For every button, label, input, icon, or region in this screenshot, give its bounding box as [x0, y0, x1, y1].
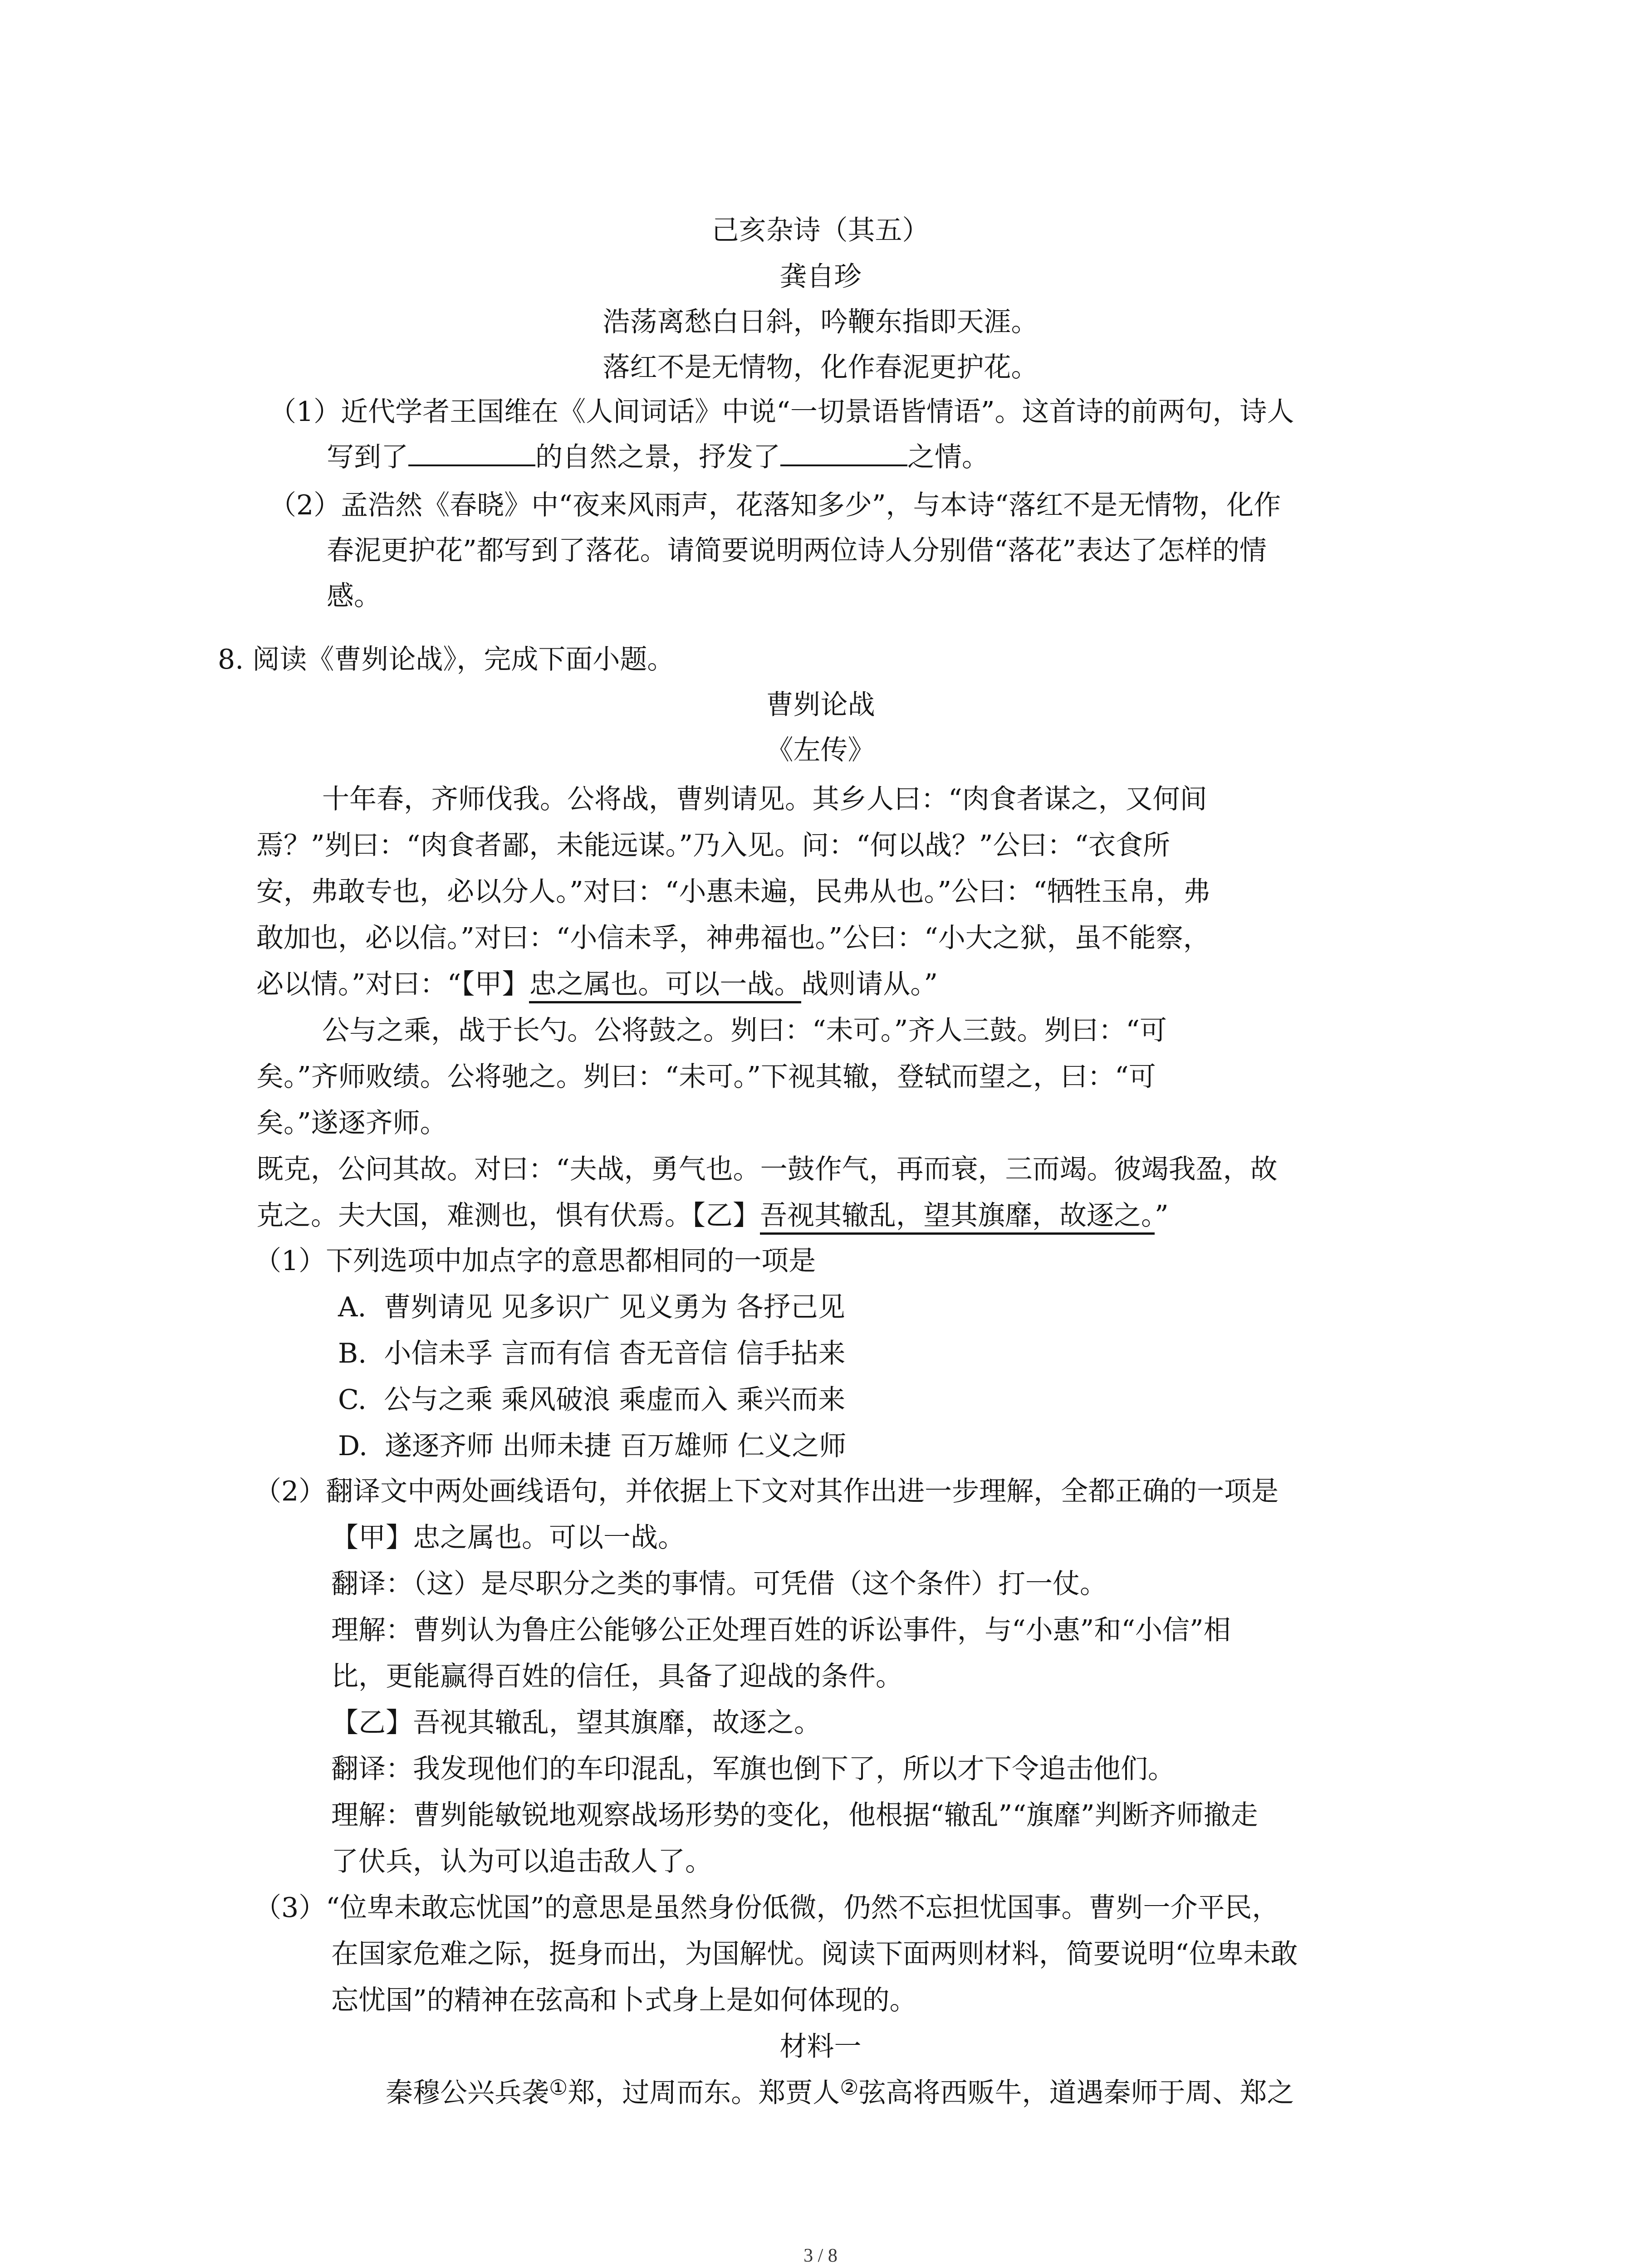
sub3-line1: （3）“位卑未敢忘忧国”的意思是虽然身份低微，仍然不忘担忧国事。曹刿一介平民，	[254, 1892, 1279, 1924]
poem-line-1: 浩荡离愁白日斜，吟鞭东指即天涯。	[603, 306, 1038, 338]
poem-title: 己亥杂诗（其五）	[711, 215, 930, 246]
sub2-line-3: 理解：曹刿认为鲁庄公能够公正处理百姓的诉讼事件，与“小惠”和“小信”相	[331, 1614, 1231, 1646]
underlined-sentence-jia: 忠之属也。可以一战。	[529, 968, 801, 1003]
q8-intro: 8. 阅读《曹刿论战》，完成下面小题。	[218, 644, 675, 675]
sub3-line3: 忘忧国”的精神在弦高和卜式身上是如何体现的。	[331, 1984, 917, 2016]
sub2-line-2: 翻译：（这）是尽职分之类的事情。可凭借（这个条件）打一仗。	[331, 1568, 1107, 1600]
option-b[interactable]: B. 小信未孚 言而有信 杳无音信 信手拈来	[338, 1338, 846, 1369]
answer-blank-2[interactable]	[780, 439, 907, 466]
sub2-line-1: 【甲】忠之属也。可以一战。	[331, 1522, 685, 1554]
q7-part2-line1: （2）孟浩然《春晓》中“夜来风雨声，花落知多少”，与本诗“落红不是无情物，化作	[269, 489, 1281, 521]
sub2-line-4: 比，更能赢得百姓的信任，具备了迎战的条件。	[331, 1661, 903, 1692]
para3-line2: 克之。夫大国，难测也，惧有伏焉。【乙】吾视其辙乱，望其旗靡，故逐之。”	[256, 1197, 1169, 1235]
sub2-line-5: 【乙】吾视其辙乱，望其旗靡，故逐之。	[331, 1707, 821, 1739]
option-a[interactable]: A. 曹刿请见 见多识广 见义勇为 各抒己见	[338, 1291, 845, 1323]
passage-title: 曹刿论战	[766, 689, 875, 721]
para1-line3: 安，弗敢专也，必以分人。”对曰：“小惠未遍，民弗从也。”公曰：“牺牲玉帛，弗	[256, 876, 1210, 908]
q7-part1-line2: 写到了 的自然之景，抒发了 之情。	[327, 438, 989, 476]
poem-line-2: 落红不是无情物，化作春泥更护花。	[603, 352, 1038, 383]
sub2-stem: （2）翻译文中两处画线语句，并依据上下文对其作出进一步理解，全都正确的一项是	[254, 1476, 1279, 1507]
sub2-line-6: 翻译：我发现他们的车印混乱，军旗也倒下了，所以才下令追击他们。	[331, 1753, 1175, 1785]
sub1-stem: （1）下列选项中加点字的意思都相同的一项是	[254, 1245, 816, 1277]
material-line1: 秦穆公兴兵袭①郑，过周而东。郑贾人②弦高将西贩牛，道遇秦师于周、郑之	[386, 2075, 1294, 2109]
para2-line3: 矣。”遂逐齐师。	[256, 1107, 447, 1139]
footnote-marker-1: ①	[549, 2075, 568, 2100]
material-title: 材料一	[779, 2031, 862, 2063]
para1-line5: 必以情。”对曰：“【甲】忠之属也。可以一战。战则请从。”	[256, 965, 938, 1003]
option-c[interactable]: C. 公与之乘 乘风破浪 乘虚而入 乘兴而来	[338, 1384, 846, 1416]
underlined-sentence-yi: 吾视其辙乱，望其旗靡，故逐之。	[760, 1200, 1155, 1235]
footnote-marker-2: ②	[840, 2075, 859, 2100]
q7-part1-line1: （1）近代学者王国维在《人间词话》中说“一切景语皆情语”。这首诗的前两句，诗人	[269, 396, 1294, 428]
sub2-line-8: 了伏兵，认为可以追击敌人了。	[331, 1846, 712, 1877]
q7-part2-line2: 春泥更护花”都写到了落花。请简要说明两位诗人分别借“落花”表达了怎样的情	[327, 535, 1267, 567]
para1-line1: 十年春，齐师伐我。公将战，曹刿请见。其乡人曰：“肉食者谋之，又何间	[322, 783, 1207, 815]
para1-line2: 焉？”刿曰：“肉食者鄙，未能远谋。”乃入见。问：“何以战？”公曰：“衣食所	[256, 830, 1171, 861]
page-number: 3 / 8	[803, 2245, 838, 2266]
para3-line1: 既克，公问其故。对曰：“夫战，勇气也。一鼓作气，再而衰，三而竭。彼竭我盈，故	[256, 1154, 1278, 1185]
q7-part2-line3: 感。	[327, 580, 381, 612]
para2-line1: 公与之乘，战于长勺。公将鼓之。刿曰：“未可。”齐人三鼓。刿曰：“可	[322, 1015, 1167, 1046]
passage-source: 《左传》	[766, 734, 875, 766]
para1-line4: 敢加也，必以信。”对曰：“小信未孚，神弗福也。”公曰：“小大之狱，虽不能察，	[256, 922, 1210, 954]
sub3-line2: 在国家危难之际，挺身而出，为国解忧。阅读下面两则材料，简要说明“位卑未敢	[331, 1938, 1298, 1970]
poem-author: 龚自珍	[779, 261, 862, 293]
para2-line2: 矣。”齐师败绩。公将驰之。刿曰：“未可。”下视其辙，登轼而望之，曰：“可	[256, 1061, 1156, 1093]
sub2-line-7: 理解：曹刿能敏锐地观察战场形势的变化，他根据“辙乱”“旗靡”判断齐师撤走	[331, 1799, 1258, 1831]
answer-blank-1[interactable]	[408, 439, 535, 466]
option-d[interactable]: D. 遂逐齐师 出师未捷 百万雄师 仁义之师	[338, 1430, 847, 1462]
